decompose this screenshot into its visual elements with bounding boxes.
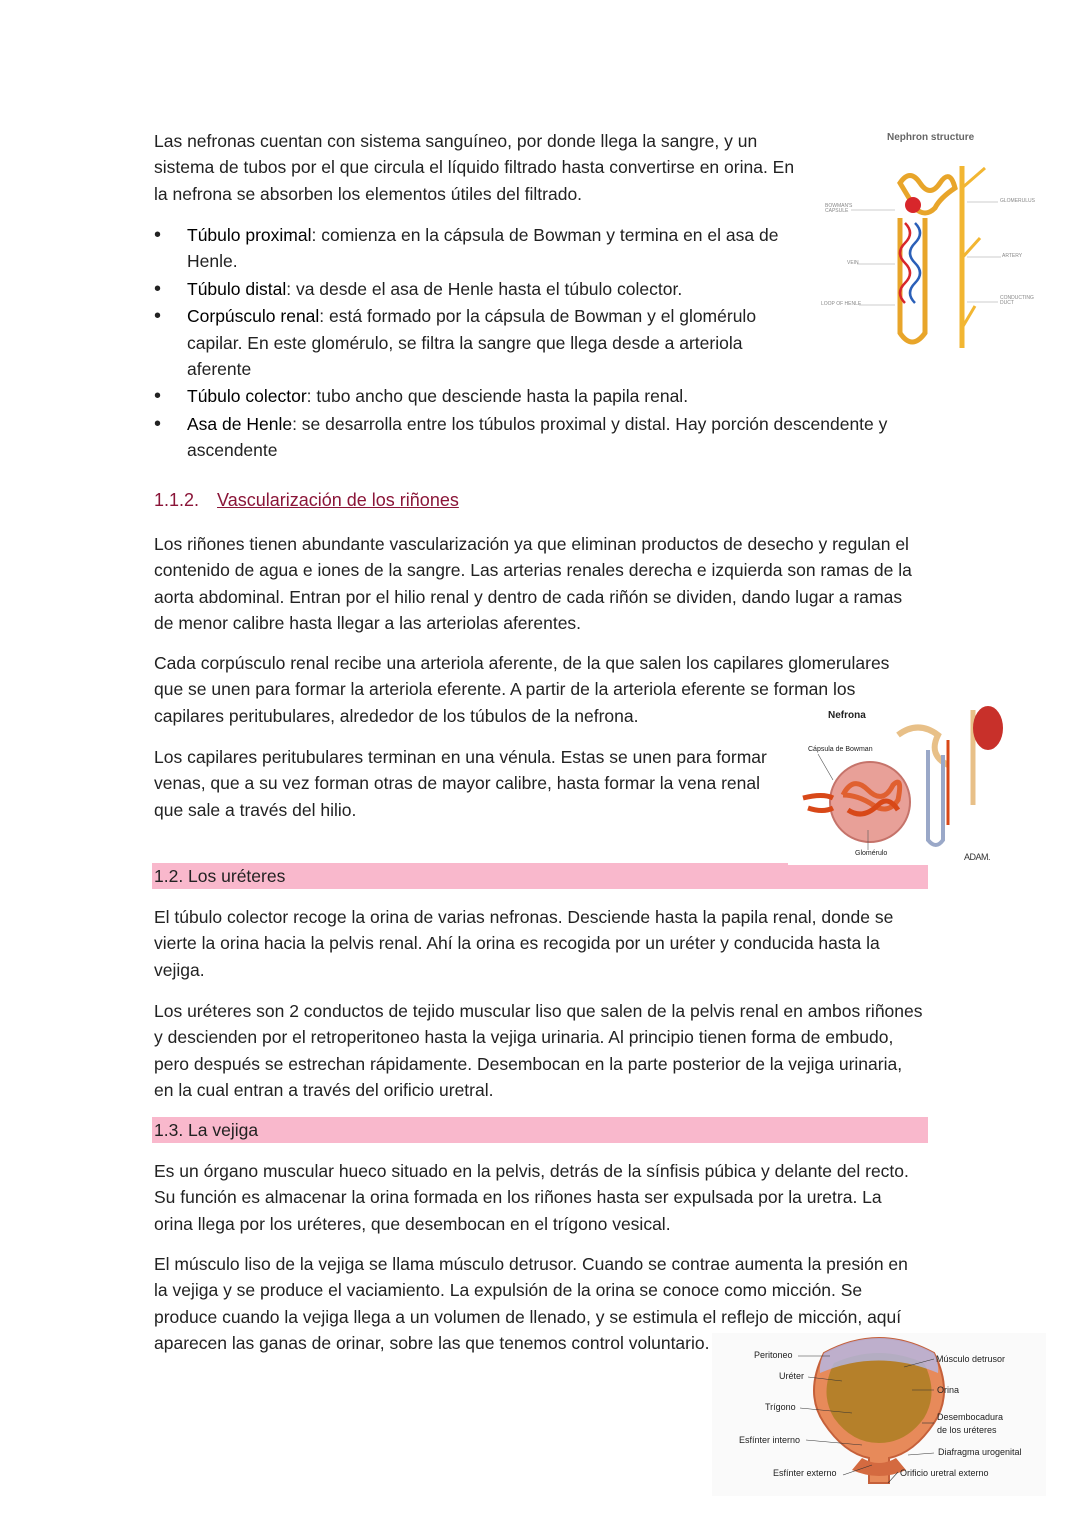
paragraph: Los uréteres son 2 conductos de tejido muscular liso que salen de la pelvis renal en ambos riñones y descienden por el retroperitoneo hasta la vejiga urinaria. Al principio tienen forma de embudo, pero después se estrechan rápidamente. Desembocan en la parte posterior de la vejiga urinaria, en la cual entran a través del orificio uretral. [154, 1001, 923, 1101]
nefrona-illustration [788, 700, 1028, 865]
label-conducting-duct: CONDUCTING DUCT [1000, 295, 1034, 306]
list-item: • Túbulo proximal: comienza en la cápsula de Bowman y termina en el asa de Henle. [154, 222, 797, 275]
section-number: 1.1.2. [154, 490, 200, 510]
section-heading-ureteres: 1.2. Los uréteres [152, 863, 928, 889]
intro-paragraph: Las nefronas cuentan con sistema sanguíneo, por donde llega la sangre, y un sistema de tubos por el que circula el líquido filtrado hasta convertirse en orina. En la nefrona se absorben los elementos útiles del filtrado. [154, 131, 795, 204]
list-item: • Corpúsculo renal: está formado por la cápsula de Bowman y el glomérulo capilar. En este glomérulo, se filtra la sangre que llega desde a arteriola aferente [154, 303, 797, 382]
paragraph: Los riñones tienen abundante vascularización ya que eliminan productos de desecho y regulan el contenido de agua e iones de la sangre. Las arterias renales derecha e izquierda son ramas de la aorta abdominal. Entran por el hilio renal y dentro de cada riñón se dividen, dando lugar a ramas de menor calibre hasta llegar a las arteriolas aferentes. [154, 534, 912, 634]
label-loop-of-henle: LOOP OF HENLE [821, 301, 862, 307]
list-item: • Túbulo distal: va desde el asa de Henle hasta el túbulo colector. [154, 276, 797, 302]
figure-title: Nefrona [828, 710, 866, 721]
label-esfinter-interno: Esfínter interno [739, 1435, 801, 1445]
label-esfinter-externo: Esfínter externo [773, 1468, 837, 1478]
label-glomerulo: Glomérulo [855, 850, 888, 857]
paragraph: El túbulo colector recoge la orina de varias nefronas. Desciende hasta la papila renal, donde se vierte la orina hacia la pelvis renal. Ahí la orina es recogida por un uréter y conducida hasta la vejiga. [154, 907, 894, 980]
label-musculo-detrusor: Músculo detrusor [936, 1354, 1006, 1364]
nephron-structure-figure [815, 128, 1035, 353]
list-item: • Asa de Henle: se desarrolla entre los túbulos proximal y distal. Hay porción descendente y ascendente [154, 411, 907, 464]
paragraph: El músculo liso de la vejiga se llama músculo detrusor. Cuando se contrae aumenta la presión en la vejiga y se produce el vaciamiento. La expulsión de la orina se conoce como micción. Se produce cuando la vejiga llega a un volumen de llenado, y se estimula el reflejo de micción, aquí aparecen las ganas de orinar, sobre las que tenemos control voluntario. [154, 1254, 908, 1354]
list-item: • Túbulo colector: tubo ancho que desciende hasta la papila renal. [154, 383, 914, 409]
section-heading-vejiga: 1.3. La vejiga [152, 1117, 928, 1143]
label-diafragma-urogenital: Diafragma urogenital [938, 1447, 1022, 1457]
paragraph: Los capilares peritubulares terminan en una vénula. Estas se unen para formar venas, que a su vez forman otras de mayor calibre, hasta formar la vena renal que sale a través del hilio. [154, 747, 767, 820]
figure-title: Nephron structure [887, 132, 975, 143]
label-orina: Orina [937, 1385, 960, 1395]
label-orificio-uretral-externo: Orificio uretral externo [900, 1468, 989, 1478]
paragraph: Es un órgano muscular hueco situado en la pelvis, detrás de la sínfisis púbica y delante del recto. Su función es almacenar la orina formada en los riñones hasta ser expulsada por la uretra. La orina llega por los uréteres, que desembocan en el trígono vesical. [154, 1161, 909, 1234]
section-heading-vascularizacion [154, 490, 459, 511]
section-title: Vascularización de los riñones [217, 490, 459, 510]
label-ureter: Uréter [779, 1371, 805, 1381]
label-capsula: Cápsula de Bowman [808, 746, 873, 753]
label-trigono: Trígono [765, 1402, 796, 1412]
vejiga-figure [712, 1333, 1046, 1496]
label-de-los-ureteres: de los uréteres [937, 1425, 997, 1435]
label-artery: ARTERY [1002, 253, 1023, 259]
paragraph: Cada corpúsculo renal recibe una arteriola aferente, de la que salen los capilares glomerulares que se unen para formar la arteriola eferente. A partir de la arteriola eferente se forman los capilares peritubulares, alrededor de los túbulos de la nefrona. [154, 653, 890, 726]
label-glomerulus: GLOMERULUS [1000, 198, 1036, 204]
nephron-parts-list [154, 222, 914, 465]
label-peritoneo: Peritoneo [754, 1350, 793, 1360]
nephron-illustration [815, 128, 1035, 353]
label-vein: VEIN [847, 260, 859, 266]
label-bowmans-capsule: BOWMAN'S CAPSULE [825, 203, 853, 214]
credit-adam: ADAM. [964, 852, 991, 862]
label-desembocadura: Desembocadura [937, 1412, 1004, 1422]
nefrona-figure [788, 700, 1028, 865]
